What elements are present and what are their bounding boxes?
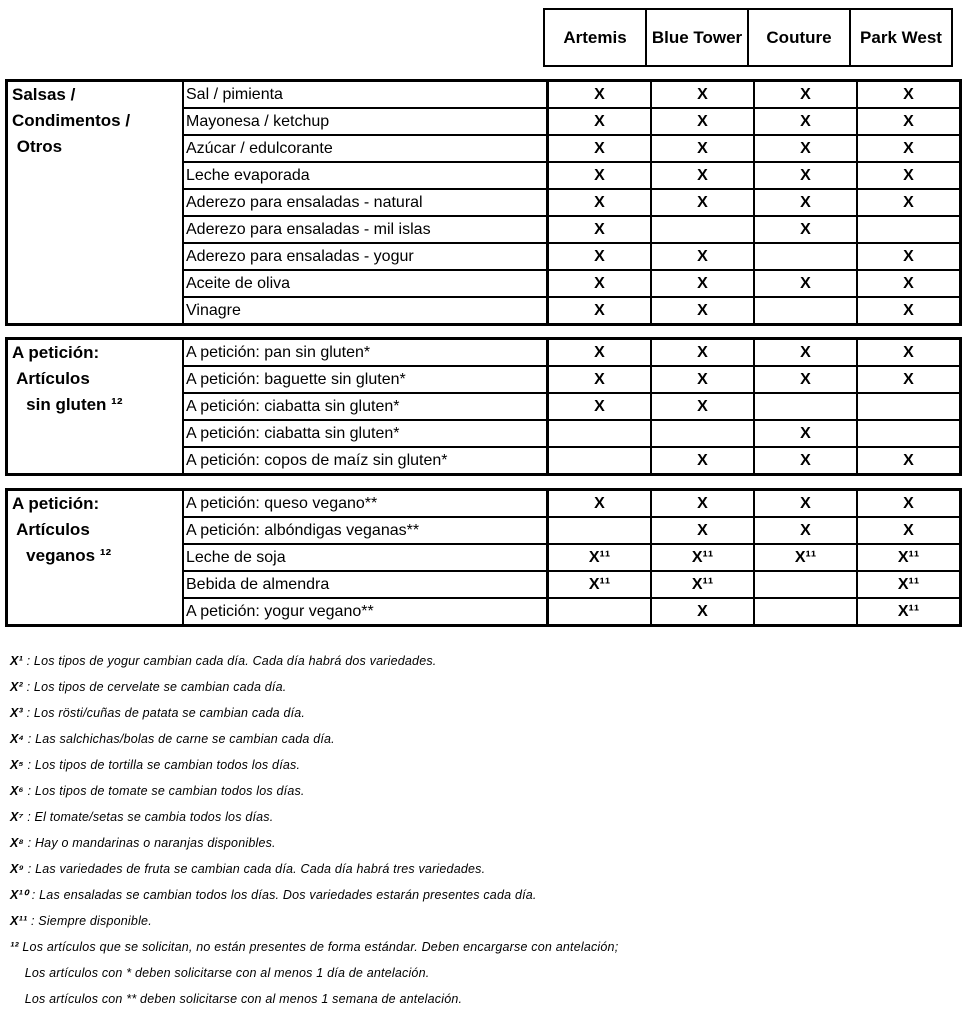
- footnote-key: X¹¹: [10, 914, 28, 928]
- item-name: A petición: albóndigas veganas**: [183, 517, 548, 544]
- footnote: [10, 648, 618, 674]
- section-label-line: Otros: [12, 137, 63, 156]
- footnote: [10, 882, 618, 908]
- availability-mark: X: [651, 393, 754, 420]
- footnote: [10, 804, 618, 830]
- item-name: Leche evaporada: [183, 162, 548, 189]
- footnote: [10, 986, 618, 1012]
- section-veganos: [5, 488, 962, 627]
- footnote-text: : Los tipos de cervelate se cambian cada día.: [22, 680, 287, 694]
- footnote-key: X⁴: [10, 732, 25, 746]
- footnote-key: X⁸: [10, 836, 24, 850]
- availability-mark: X: [754, 162, 857, 189]
- availability-mark: X: [548, 162, 652, 189]
- footnote-text: Los artículos con * deben solicitarse con al menos 1 día de antelación.: [10, 966, 430, 980]
- item-name: A petición: baguette sin gluten*: [183, 366, 548, 393]
- availability-mark: [754, 598, 857, 626]
- footnote: [10, 726, 618, 752]
- table-row: [7, 81, 961, 109]
- item-name: Mayonesa / ketchup: [183, 108, 548, 135]
- availability-mark: X: [548, 297, 652, 325]
- footnotes: [10, 648, 618, 1012]
- table-row: [7, 339, 961, 367]
- section-label-line: Salsas /: [12, 85, 76, 104]
- item-name: A petición: ciabatta sin gluten*: [183, 393, 548, 420]
- availability-mark: [857, 420, 961, 447]
- availability-mark: X: [857, 243, 961, 270]
- section-label: [7, 490, 184, 626]
- footnote-key: X⁹: [10, 862, 25, 876]
- section-salsas: [5, 79, 962, 326]
- availability-mark: [651, 420, 754, 447]
- footnote-text: Los artículos que se solicitan, no están presentes de forma estándar. Deben encargarse con antelación;: [18, 940, 619, 954]
- section-label-line: Artículos: [12, 369, 90, 388]
- availability-mark: X: [857, 366, 961, 393]
- item-name: Aceite de oliva: [183, 270, 548, 297]
- footnote-key: X⁷: [10, 810, 24, 824]
- availability-mark: X: [548, 243, 652, 270]
- column-header: Couture: [748, 9, 850, 66]
- availability-mark: X: [754, 135, 857, 162]
- item-name: Bebida de almendra: [183, 571, 548, 598]
- availability-mark: [548, 598, 652, 626]
- availability-mark: [754, 243, 857, 270]
- footnote-text: : Los tipos de tortilla se cambian todos los días.: [23, 758, 301, 772]
- section-label: [7, 339, 184, 475]
- footnote: [10, 778, 618, 804]
- section-label-line: sin gluten ¹²: [12, 395, 123, 414]
- availability-mark: X¹¹: [651, 544, 754, 571]
- item-name: Aderezo para ensaladas - mil islas: [183, 216, 548, 243]
- availability-mark: X¹¹: [857, 598, 961, 626]
- footnote-text: : Hay o mandarinas o naranjas disponibles.: [23, 836, 276, 850]
- availability-mark: X: [857, 135, 961, 162]
- item-name: Azúcar / edulcorante: [183, 135, 548, 162]
- section-label-line: A petición:: [12, 494, 100, 513]
- footnote-text: : Las ensaladas se cambian todos los días. Dos variedades estarán presentes cada día.: [28, 888, 537, 902]
- footnote-text: : El tomate/setas se cambia todos los días.: [23, 810, 274, 824]
- availability-mark: X: [754, 339, 857, 367]
- footnote: [10, 752, 618, 778]
- availability-mark: X: [548, 189, 652, 216]
- availability-mark: X¹¹: [548, 571, 652, 598]
- availability-mark: [754, 571, 857, 598]
- section-label: [7, 81, 184, 325]
- availability-mark: X: [548, 135, 652, 162]
- availability-mark: X: [651, 135, 754, 162]
- availability-mark: X: [548, 393, 652, 420]
- availability-mark: [548, 447, 652, 475]
- availability-mark: X: [754, 189, 857, 216]
- availability-mark: X¹¹: [857, 571, 961, 598]
- item-name: Vinagre: [183, 297, 548, 325]
- section-sin-gluten: [5, 337, 962, 476]
- availability-mark: [754, 297, 857, 325]
- footnote: [10, 700, 618, 726]
- availability-mark: X: [548, 270, 652, 297]
- item-name: Aderezo para ensaladas - natural: [183, 189, 548, 216]
- item-name: A petición: queso vegano**: [183, 490, 548, 518]
- footnote-text: : Los rösti/cuñas de patata se cambian cada día.: [22, 706, 306, 720]
- footnote-key: X⁵: [10, 758, 24, 772]
- availability-mark: X: [548, 108, 652, 135]
- availability-mark: X: [857, 447, 961, 475]
- availability-mark: X: [548, 216, 652, 243]
- footnote-key: ¹²: [10, 940, 19, 954]
- item-name: A petición: ciabatta sin gluten*: [183, 420, 548, 447]
- item-name: A petición: yogur vegano**: [183, 598, 548, 626]
- availability-mark: X¹¹: [651, 571, 754, 598]
- availability-mark: [651, 216, 754, 243]
- table-row: [7, 490, 961, 518]
- availability-mark: X: [651, 108, 754, 135]
- availability-mark: X: [651, 81, 754, 109]
- availability-mark: X¹¹: [548, 544, 652, 571]
- item-name: Aderezo para ensaladas - yogur: [183, 243, 548, 270]
- footnote: [10, 934, 618, 960]
- footnote-key: X¹: [10, 654, 23, 668]
- item-name: A petición: copos de maíz sin gluten*: [183, 447, 548, 475]
- availability-mark: X: [651, 270, 754, 297]
- column-header: Blue Tower: [646, 9, 748, 66]
- availability-mark: X: [857, 189, 961, 216]
- footnote-text: : Siempre disponible.: [27, 914, 152, 928]
- availability-mark: [548, 517, 652, 544]
- availability-mark: X: [651, 339, 754, 367]
- section-label-line: Condimentos /: [12, 111, 131, 130]
- footnote-text: : Las variedades de fruta se cambian cada día. Cada día habrá tres variedades.: [24, 862, 486, 876]
- footnote-text: : Los tipos de tomate se cambian todos los días.: [23, 784, 305, 798]
- availability-mark: X: [857, 81, 961, 109]
- footnote-key: X⁶: [10, 784, 24, 798]
- availability-mark: X: [857, 339, 961, 367]
- section-label-line: Artículos: [12, 520, 90, 539]
- availability-mark: X: [548, 81, 652, 109]
- availability-mark: [857, 393, 961, 420]
- section-label-line: veganos ¹²: [12, 546, 112, 565]
- availability-mark: X: [857, 517, 961, 544]
- availability-mark: X: [754, 490, 857, 518]
- column-header: Park West: [850, 9, 952, 66]
- availability-mark: X: [548, 490, 652, 518]
- availability-mark: X: [651, 366, 754, 393]
- availability-mark: X¹¹: [857, 544, 961, 571]
- footnote: [10, 908, 618, 934]
- availability-mark: X: [651, 162, 754, 189]
- availability-mark: X: [651, 243, 754, 270]
- availability-mark: X: [857, 297, 961, 325]
- footnote: [10, 856, 618, 882]
- availability-mark: X: [754, 366, 857, 393]
- footnote: [10, 830, 618, 856]
- availability-mark: X: [754, 108, 857, 135]
- availability-mark: X: [857, 490, 961, 518]
- footnote-text: : Las salchichas/bolas de carne se cambian cada día.: [24, 732, 335, 746]
- availability-mark: [548, 420, 652, 447]
- availability-mark: X: [754, 81, 857, 109]
- availability-mark: X: [548, 366, 652, 393]
- availability-mark: X: [651, 447, 754, 475]
- footnote: [10, 674, 618, 700]
- footnote-key: X¹⁰: [10, 888, 29, 902]
- availability-mark: X: [651, 598, 754, 626]
- availability-mark: X: [754, 420, 857, 447]
- availability-mark: X: [754, 216, 857, 243]
- availability-mark: X: [548, 339, 652, 367]
- availability-mark: [857, 216, 961, 243]
- availability-mark: X: [651, 517, 754, 544]
- availability-mark: X: [651, 297, 754, 325]
- availability-mark: X: [857, 108, 961, 135]
- section-label-line: A petición:: [12, 343, 100, 362]
- availability-mark: X: [651, 490, 754, 518]
- item-name: Leche de soja: [183, 544, 548, 571]
- availability-mark: X: [651, 189, 754, 216]
- footnote-text: Los artículos con ** deben solicitarse con al menos 1 semana de antelación.: [10, 992, 463, 1006]
- footnote-text: : Los tipos de yogur cambian cada día. Cada día habrá dos variedades.: [22, 654, 437, 668]
- footnote-key: X³: [10, 706, 23, 720]
- item-name: Sal / pimienta: [183, 81, 548, 109]
- availability-mark: X: [754, 270, 857, 297]
- availability-mark: [754, 393, 857, 420]
- column-header: Artemis: [544, 9, 646, 66]
- footnote: [10, 960, 618, 986]
- availability-mark: X: [754, 517, 857, 544]
- footnote-key: X²: [10, 680, 23, 694]
- column-header-table: [543, 8, 953, 67]
- availability-mark: X: [754, 447, 857, 475]
- availability-mark: X: [857, 270, 961, 297]
- availability-mark: X¹¹: [754, 544, 857, 571]
- availability-mark: X: [857, 162, 961, 189]
- item-name: A petición: pan sin gluten*: [183, 339, 548, 367]
